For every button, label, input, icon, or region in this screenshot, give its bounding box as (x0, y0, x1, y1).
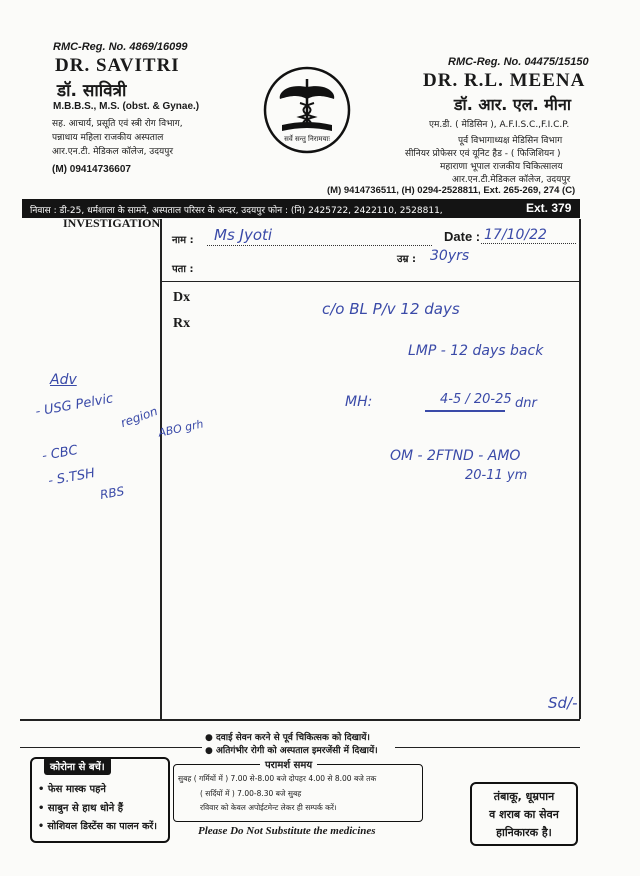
corona-item-mask: • फेस मास्क पहने (38, 784, 106, 795)
investigation-label: INVESTIGATION (63, 216, 161, 230)
tobacco-line-3: हानिकारक है। (496, 826, 552, 839)
date-label: Date : (444, 229, 481, 244)
timing-line-1: सुबह ( गर्मियों में ) 7.00 से-8.00 बजे दोपहर 4.00 से 8.00 बजे तक (178, 774, 377, 783)
logo-motto: सर्वे सन्तु निरामयाः (284, 135, 330, 143)
timing-box (173, 760, 423, 822)
hw-age: 30yrs (430, 248, 470, 264)
date-dotted-line (481, 243, 576, 244)
timing-line-2: ( सर्दियों में ) 7.00-8.30 बजे सुबह (200, 789, 302, 798)
right-doctor-name: DR. R.L. MEENA (423, 70, 586, 91)
left-doctor-name-hindi: डॉ. सावित्री (57, 81, 127, 101)
hw-usg-region: region (118, 403, 160, 431)
hw-om-continued: 20-11 ym (465, 468, 528, 483)
tobacco-line-1: तंबाकू, धूम्रपान (493, 790, 555, 803)
hw-cbc: - CBC (40, 442, 79, 465)
corona-item-wash: • साबुन से हाथ धोने हैं (38, 803, 124, 814)
rx-label: Rx (173, 316, 191, 331)
hw-patient-name: Ms Jyoti (214, 226, 273, 244)
hw-usg: - USG Pelvic (34, 391, 115, 420)
hw-mh-fraction-line (425, 410, 505, 412)
left-doctor-line2: पन्नाधाय महिला राजकीय अस्पताल (52, 133, 164, 143)
hw-date: 17/10/22 (484, 227, 547, 243)
left-reg-number: RMC-Reg. No. 4869/16099 (53, 41, 188, 53)
phone-numbers: (M) 9414736511, (H) 0294-2528811, Ext. 265-269, 274 (C) (327, 185, 576, 196)
footer-divider (20, 719, 580, 721)
left-doctor-degree: M.B.B.S., M.S. (obst. & Gynae.) (53, 101, 200, 112)
address-ext: Ext. 379 (526, 201, 572, 215)
hw-complaint: c/o BL P/v 12 days (322, 300, 460, 318)
corona-item-distance: • सोशियल डिस्टेंस का पालन करें। (38, 821, 157, 832)
hw-mh-value: 4-5 / 20-25 (440, 392, 512, 407)
hw-abo: ABO grh (157, 417, 205, 440)
corona-box (30, 757, 170, 843)
right-reg-number: RMC-Reg. No. 04475/15150 (448, 56, 589, 68)
left-doctor-mobile: (M) 09414736607 (52, 164, 131, 175)
age-label: उम्र : (397, 254, 416, 265)
substitute-note: Please Do Not Substitute the medicines (198, 825, 376, 837)
footer-note-line-left (20, 747, 202, 748)
right-doctor-line1: पूर्व विभागाध्यक्ष मेडिसिन विभाग (458, 136, 563, 146)
hw-tsh: - S.TSH (47, 466, 97, 489)
address-label: पता : (172, 264, 194, 275)
hw-signature: Sd/- (548, 694, 578, 712)
name-dotted-line (207, 245, 432, 246)
right-doctor-line3: महाराणा भूपाल राजकीय चिकित्सालय (440, 162, 563, 172)
left-doctor-line3: आर.एन.टी. मेडिकल कॉलेज, उदयपुर (52, 147, 174, 157)
hw-advice: Adv (50, 372, 77, 388)
footer-note-line-right (395, 747, 580, 748)
hw-mh: MH: (345, 394, 373, 410)
investigation-divider (160, 219, 162, 719)
hw-lmp: LMP - 12 days back (408, 343, 544, 359)
tobacco-line-2: व शराब का सेवन (489, 808, 559, 821)
timing-line-3: रविवार को केवल अपोईटमेन्ट लेकर ही सम्पर्क करें। (200, 803, 337, 812)
right-doctor-line4: आर.एन.टी.मेडिकल कॉलेज, उदयपुर (452, 175, 571, 185)
header-row-divider (160, 281, 580, 282)
left-doctor-line1: सह. आचार्य, प्रसूति एवं स्त्री रोग विभाग, (52, 119, 183, 129)
timing-title: परामर्श समय (260, 757, 317, 771)
address-text: निवास : डी-25, धर्मशाला के सामने, अस्पताल परिसर के अन्दर, उदयपुर फोन : (नि) 2425722, 2422110, 2528811, (30, 206, 443, 216)
hw-mh-note: dnr (515, 396, 537, 411)
right-doctor-line2: सीनियर प्रोफेसर एवं यूनिट हैड - ( फिजिशियन ) (405, 149, 561, 159)
caduceus-logo-icon (262, 65, 352, 155)
hw-om: OM - 2FTND - AMO (390, 448, 521, 464)
right-doctor-degree: एम.डी. ( मेडिसिन ), A.F.I.S.C.,F.I.C.P. (429, 120, 570, 130)
dx-label: Dx (173, 290, 191, 305)
hw-rbs: RBS (98, 484, 126, 502)
right-doctor-name-hindi: डॉ. आर. एल. मीना (454, 95, 571, 114)
name-label: नाम : (172, 235, 194, 246)
left-doctor-name: DR. SAVITRI (55, 55, 180, 76)
corona-title: कोरोना से बचें। (44, 757, 111, 775)
tobacco-box (470, 782, 578, 846)
footer-note-1: ● दवाई सेवन करने से पूर्व चिकित्सक को दिखायें। (205, 733, 370, 743)
footer-note-2: ● अतिगंभीर रोगी को अस्पताल इमरजेंसी में दिखायें। (205, 746, 378, 756)
right-border (579, 219, 581, 719)
